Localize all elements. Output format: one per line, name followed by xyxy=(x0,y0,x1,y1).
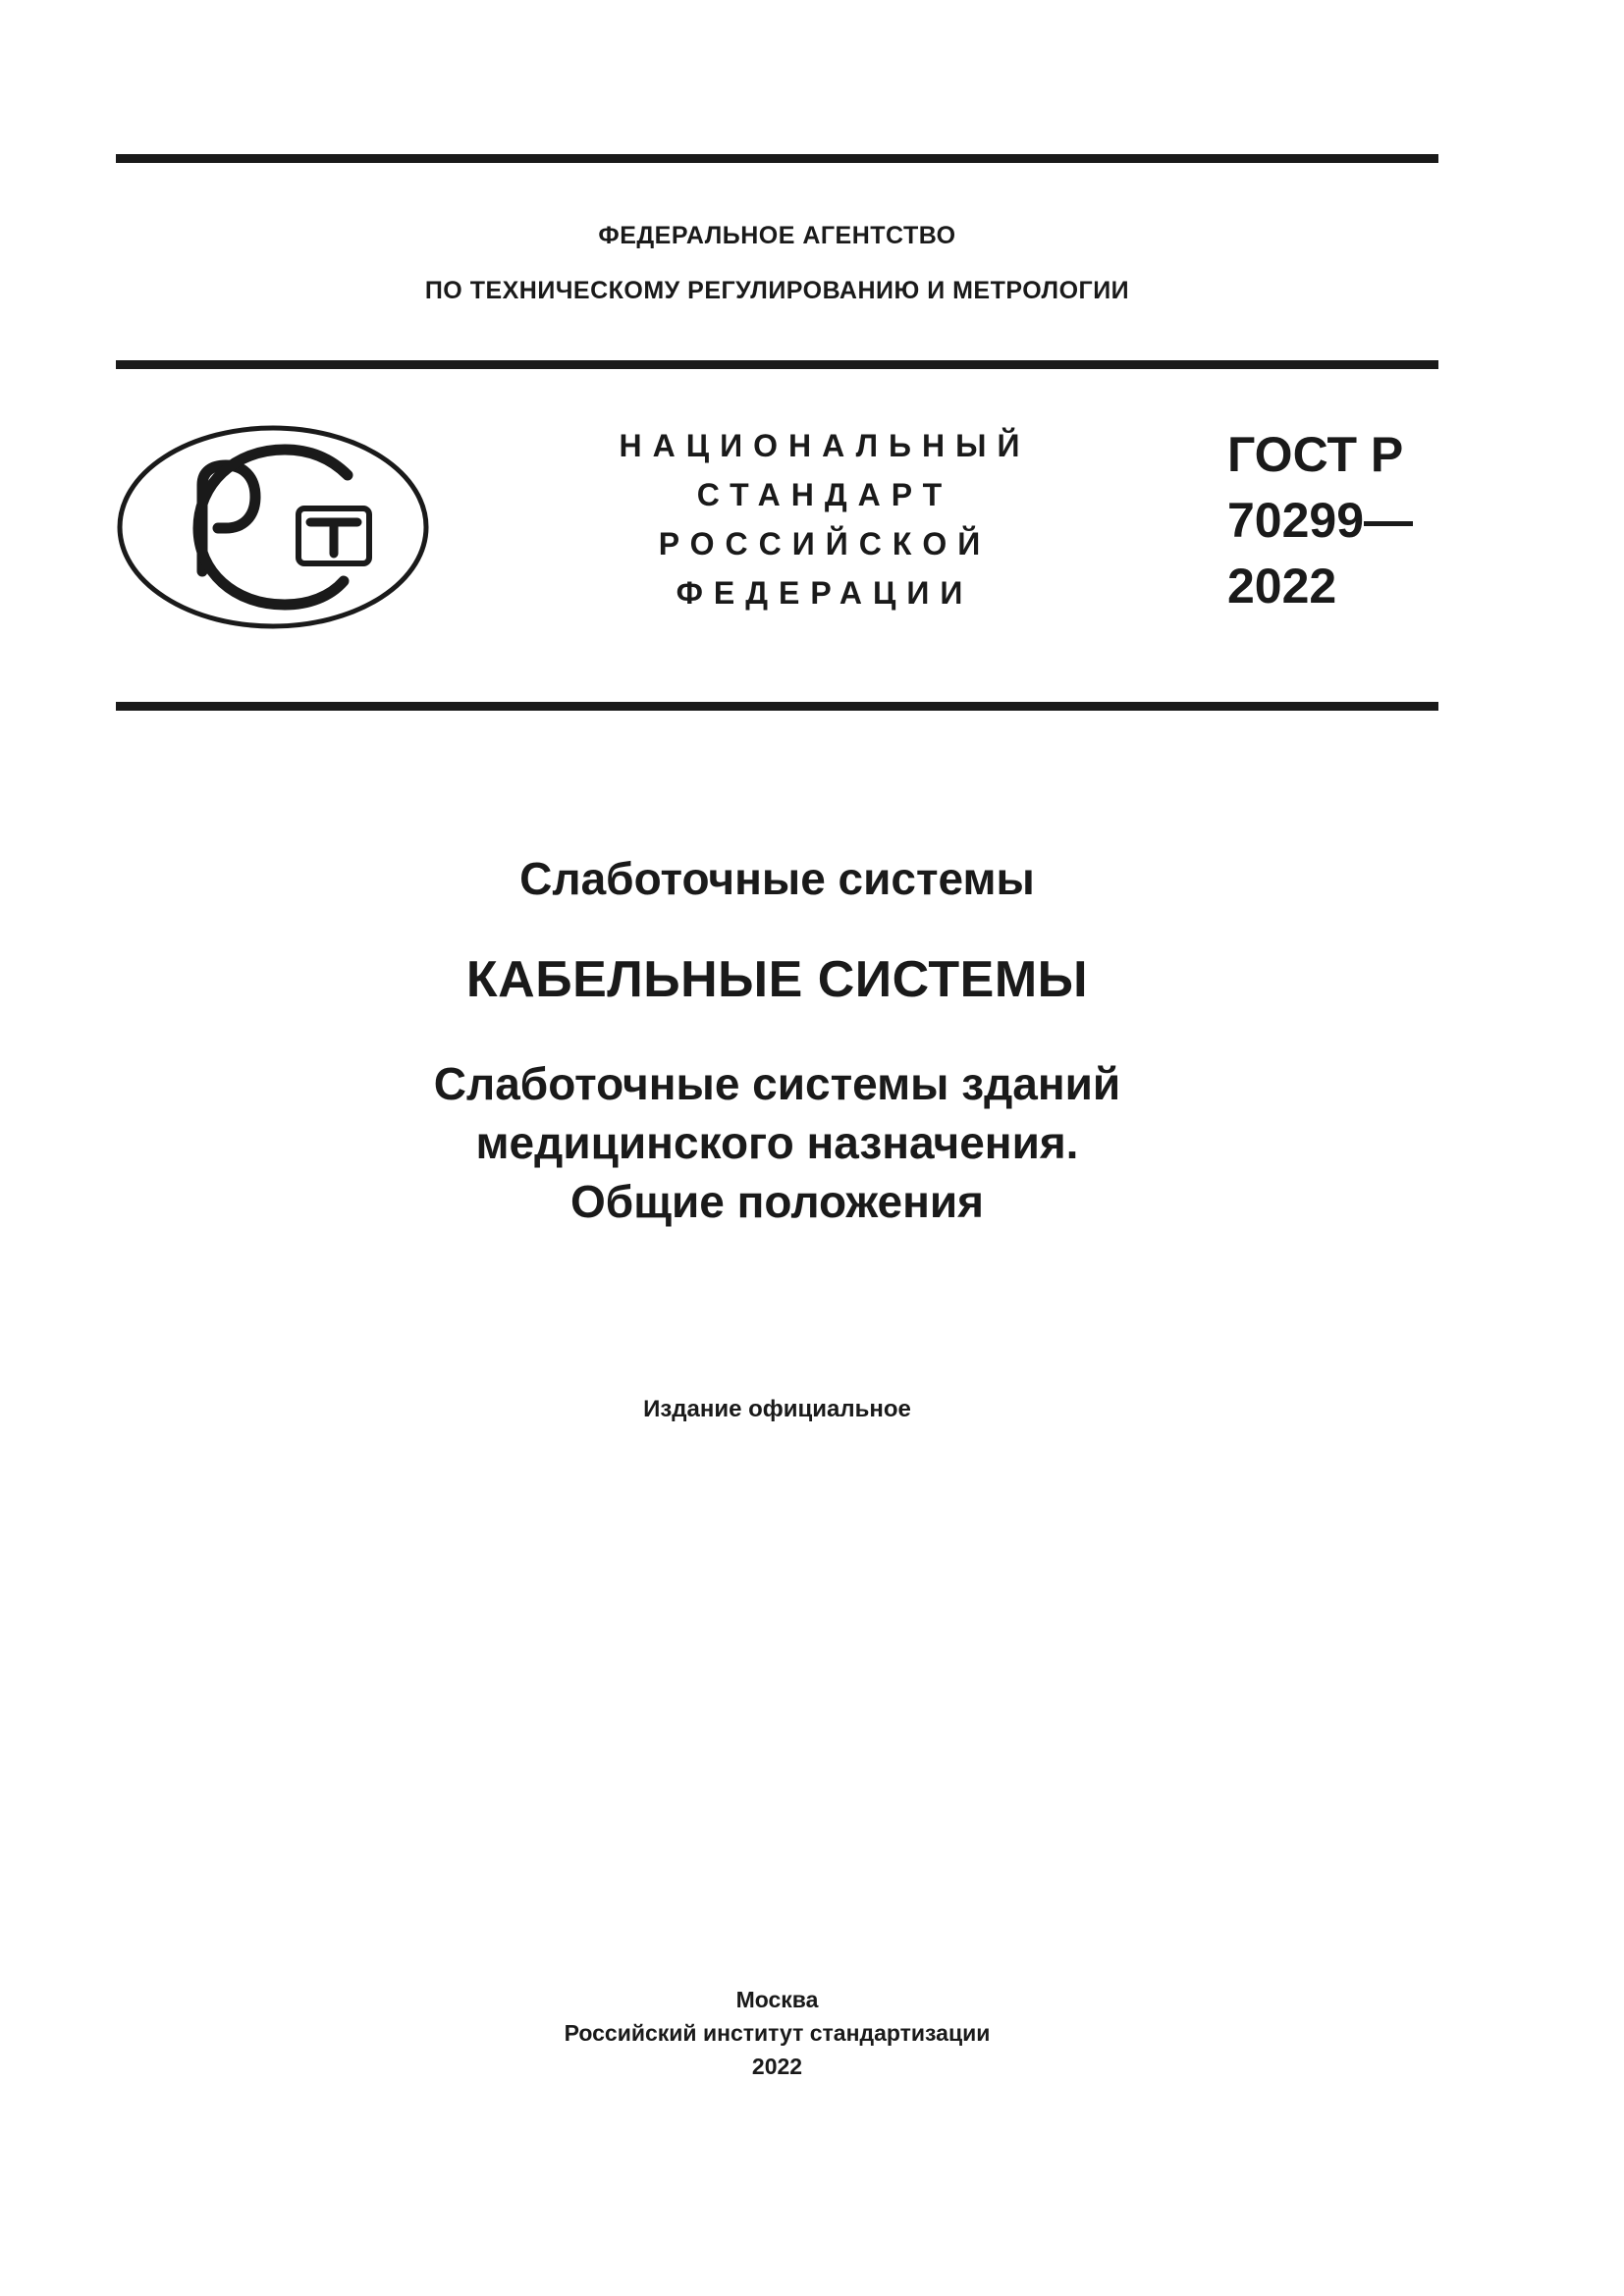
national-standard-line-1: НАЦИОНАЛЬНЫЙ xyxy=(619,428,1031,463)
title-sub-line-2: медицинского назначения. xyxy=(475,1117,1079,1168)
national-standard-line-2: СТАНДАРТ xyxy=(696,477,953,512)
header-rule xyxy=(116,360,1438,369)
title-main: КАБЕЛЬНЫЕ СИСТЕМЫ xyxy=(465,951,1089,1008)
imprint-year: 2022 xyxy=(751,2054,803,2079)
national-standard-line-4: ФЕДЕРАЦИИ xyxy=(676,575,974,611)
header-bottom-rule xyxy=(116,702,1438,711)
agency-line-2: ПО ТЕХНИЧЕСКОМУ РЕГУЛИРОВАНИЮ И МЕТРОЛОГИИ xyxy=(424,277,1130,304)
title-sub-line-3: Общие положения xyxy=(570,1176,984,1227)
designation-line-1: ГОСТ Р xyxy=(1227,427,1404,482)
agency-line-1: ФЕДЕРАЛЬНОЕ АГЕНТСТВО xyxy=(598,222,956,249)
rst-conformity-mark-icon xyxy=(116,424,430,630)
imprint-publisher: Российский институт стандартизации xyxy=(564,2020,991,2046)
designation-line-2: 70299— xyxy=(1227,493,1414,548)
designation-line-3: 2022 xyxy=(1227,559,1337,614)
title-sub-line-1: Слаботочные системы зданий xyxy=(433,1058,1121,1109)
imprint-city: Москва xyxy=(735,1987,819,2012)
edition-label: Издание официальное xyxy=(643,1396,911,1422)
title-group: Слаботочные системы xyxy=(519,853,1035,904)
national-standard-line-3: РОССИЙСКОЙ xyxy=(658,526,992,561)
top-rule xyxy=(116,154,1438,163)
title-sub xyxy=(116,1054,1438,1231)
